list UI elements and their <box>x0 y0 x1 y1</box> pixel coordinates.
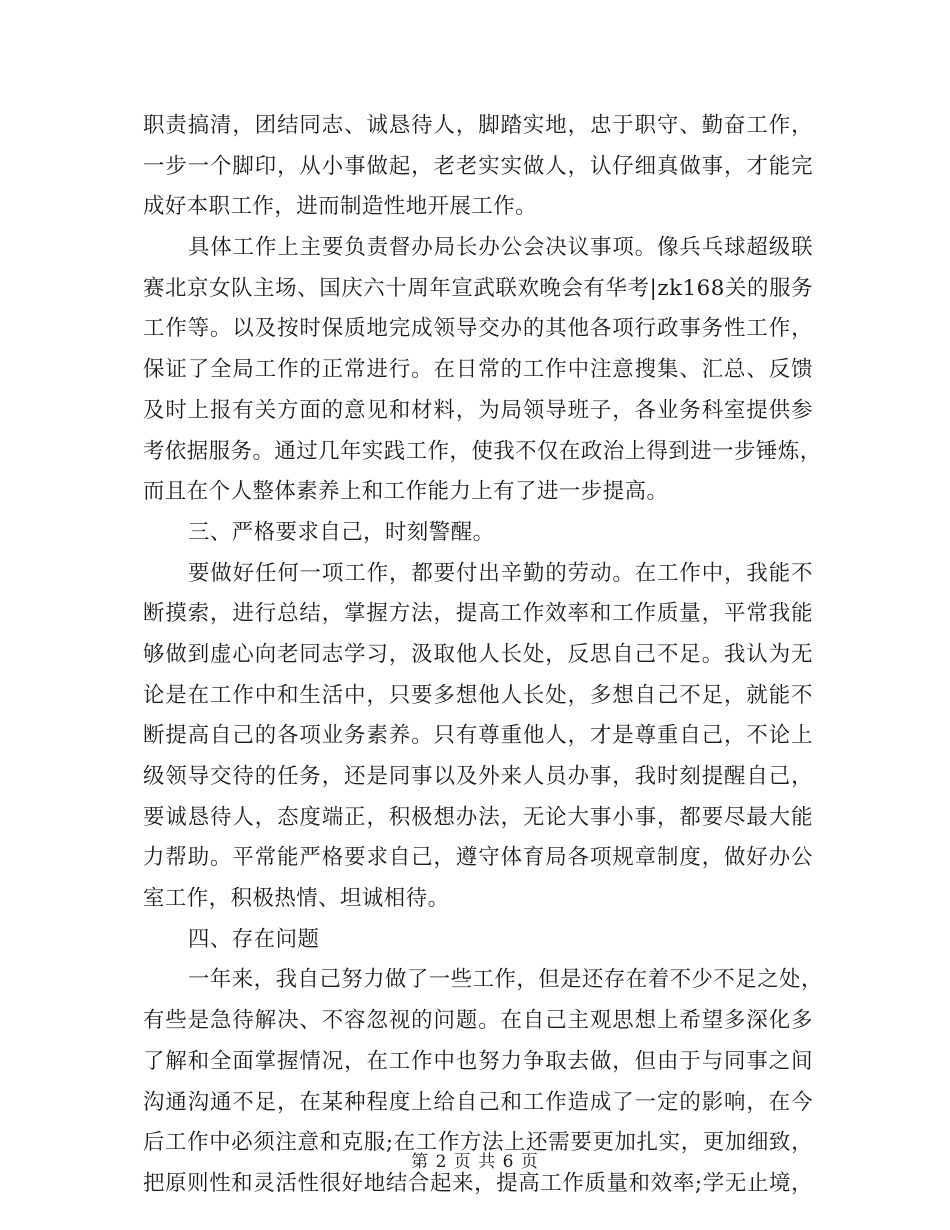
text-line: 考依据服务。通过几年实践工作，使我不仅在政治上得到进一步锤炼， <box>143 438 822 464</box>
text-line: 有些是急待解决、不容忽视的问题。在自己主观思想上希望多深化多 <box>143 1008 813 1034</box>
text-line: 断提高自己的各项业务素养。只有尊重他人，才是尊重自己，不论上 <box>143 723 813 749</box>
text-line: 保证了全局工作的正常进行。在日常的工作中注意搜集、汇总、反馈 <box>143 357 813 383</box>
text-line: 一步一个脚印，从小事做起，老老实实做人，认仔细真做事，才能完 <box>143 153 813 179</box>
text-line: 论是在工作中和生活中，只要多想他人长处，多想自己不足，就能不 <box>143 682 813 708</box>
text-line: 要诚恳待人，态度端正，积极想办法，无论大事小事，都要尽最大能 <box>143 804 813 830</box>
text-line: 力帮助。平常能严格要求自己，遵守体育局各项规章制度，做好办公 <box>143 845 813 871</box>
text-line: 把原则性和灵活性很好地结合起来，提高工作质量和效率;学无止境， <box>143 1170 813 1196</box>
document-body <box>143 106 823 1205</box>
text-line: 了解和全面掌握情况，在工作中也努力争取去做，但由于与同事之间 <box>143 1048 813 1074</box>
text-line: 室工作，积极热情、坦诚相待。 <box>143 886 450 912</box>
text-line: 沟通沟通不足，在某种程度上给自己和工作造成了一定的影响，在今 <box>143 1089 813 1115</box>
page-footer <box>0 1150 950 1174</box>
text-line: 后工作中必须注意和克服;在工作方法上还需要更加扎实，更加细致， <box>143 1130 813 1156</box>
text-line: 赛北京女队主场、国庆六十周年宣武联欢晚会有华考|zk168关的服务 <box>143 275 813 301</box>
page-number-label: 第 2 页 共 6 页 <box>411 1152 539 1172</box>
text-line: 具体工作上主要负责督办局长办公会决议事项。像兵乓球超级联 <box>188 235 813 261</box>
text-line: 三、严格要求自己，时刻警醒。 <box>188 519 495 545</box>
text-line: 够做到虚心向老同志学习，汲取他人长处，反思自己不足。我认为无 <box>143 641 813 667</box>
text-line: 断摸索，进行总结，掌握方法，提高工作效率和工作质量，平常我能 <box>143 601 813 627</box>
text-line: 职责搞清，团结同志、诚恳待人，脚踏实地，忠于职守、勤奋工作， <box>143 113 813 138</box>
text-line: 及时上报有关方面的意见和材料，为局领导班子，各业务科室提供参 <box>143 397 813 423</box>
text-line: 四、存在问题 <box>188 926 320 952</box>
text-line: 而且在个人整体素养上和工作能力上有了进一步提高。 <box>143 479 669 505</box>
text-line: 级领导交待的任务，还是同事以及外来人员办事，我时刻提醒自己， <box>143 764 813 789</box>
text-line: 一年来，我自己努力做了一些工作，但是还存在着不少不足之处， <box>188 967 823 993</box>
text-line: 工作等。以及按时保质地完成领导交办的其他各项行政事务性工作， <box>143 316 813 342</box>
text-line: 要做好任何一项工作，都要付出辛勤的劳动。在工作中，我能不 <box>188 560 813 586</box>
text-line: 成好本职工作，进而制造性地开展工作。 <box>143 194 538 220</box>
